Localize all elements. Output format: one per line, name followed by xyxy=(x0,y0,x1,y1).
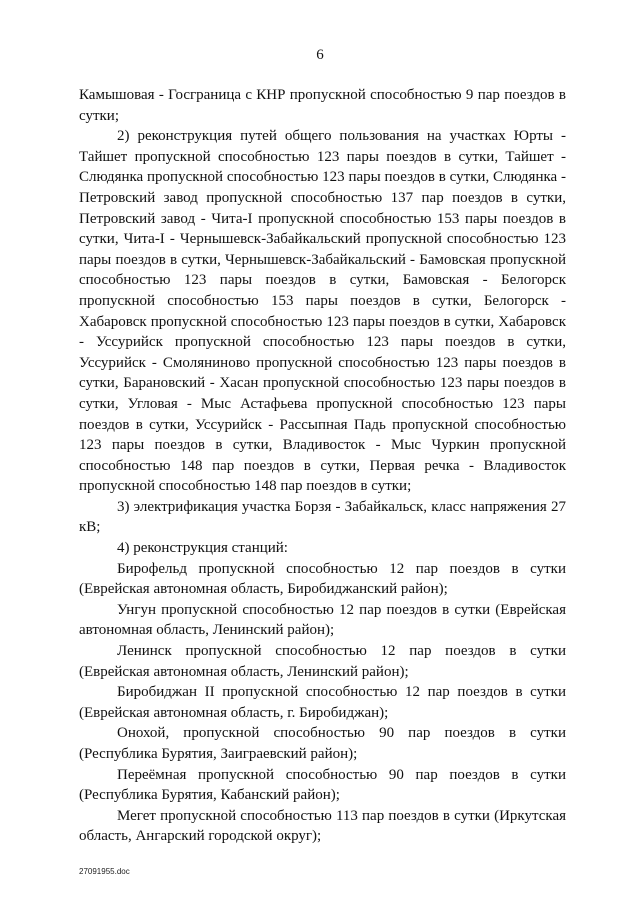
station-leninsk: Ленинск пропускной способностью 12 пар поездов в сутки (Еврейская автономная область, Ленинский район); xyxy=(79,643,566,680)
page-number: 6 xyxy=(316,47,324,63)
paragraph-item-4: 4) реконструкция станций: xyxy=(117,540,288,557)
paragraph-item-3: 3) электрификация участка Борзя - Забайкальск, класс напряжения 27 кВ; xyxy=(79,498,566,536)
station-birobidzhan-2: Биробиджан II пропускной способностью 12 пар поездов в сутки (Еврейская автономная область, г. Биробиджан); xyxy=(79,684,566,721)
footer-filename: 27091955.doc xyxy=(79,867,130,876)
document-body xyxy=(79,85,566,847)
station-birofeld: Бирофельд пропускной способностью 12 пар поездов в сутки (Еврейская автономная область, Биробиджанский район); xyxy=(79,560,566,598)
paragraph-item-2: 2) реконструкция путей общего пользования на участках Юрты - Тайшет пропускной способностью 123 пары поездов в сутки, Тайшет - Слюдянка пропускной способностью 123 пары поездов в сутки, Слюдянка - Петровский завод пропускной способностью 137 пар поездов в сутки, Петровский завод - Чита-I пропускной способностью 153 пары поездов в сутки, Чита-I - Чернышевск-Забайкальский пропускной способностью 123 пары поездов в сутки, Чернышевск-Забайкальский - Бамовская пропускной способностью 123 пары поездов в сутки, Бамовская - Белогорск пропускной способностью 153 пары поездов в сутки, Белогорск - Хабаровск пропускной способностью 123 пары поездов в сутки, Хабаровск - Уссурийск пропускной способностью 123 пары поездов в сутки, Уссурийск - Смоляниново пропускной способностью 123 пары поездов в сутки, Барановский - Хасан пропускной способностью 123 пары поездов в сутки, Угловая - Мыс Астафьева пропускной способностью 123 пары поездов в сутки, Уссурийск - Рассыпная Падь пропускной способностью 123 пары поездов в сутки, Владивосток - Мыс Чуркин пропускной способностью 148 пар поездов в сутки, Первая речка - Владивосток пропускной способностью 148 пар поездов в сутки; xyxy=(79,128,566,495)
station-pereemnaya: Переёмная пропускной способностью 90 пар поездов в сутки (Республика Бурятия, Кабанский район); xyxy=(79,766,566,804)
paragraph-continuation: Камышовая - Госграница с КНР пропускной способностью 9 пар поездов в сутки; xyxy=(79,87,566,124)
station-meget: Мегет пропускной способностью 113 пар поездов в сутки (Иркутская область, Ангарский городской округ); xyxy=(79,807,566,845)
station-ungun: Унгун пропускной способностью 12 пар поездов в сутки (Еврейская автономная область, Ленинский район); xyxy=(79,601,566,639)
station-onokhoy: Онохой, пропускной способностью 90 пар поездов в сутки (Республика Бурятия, Заиграевский район); xyxy=(79,725,566,762)
